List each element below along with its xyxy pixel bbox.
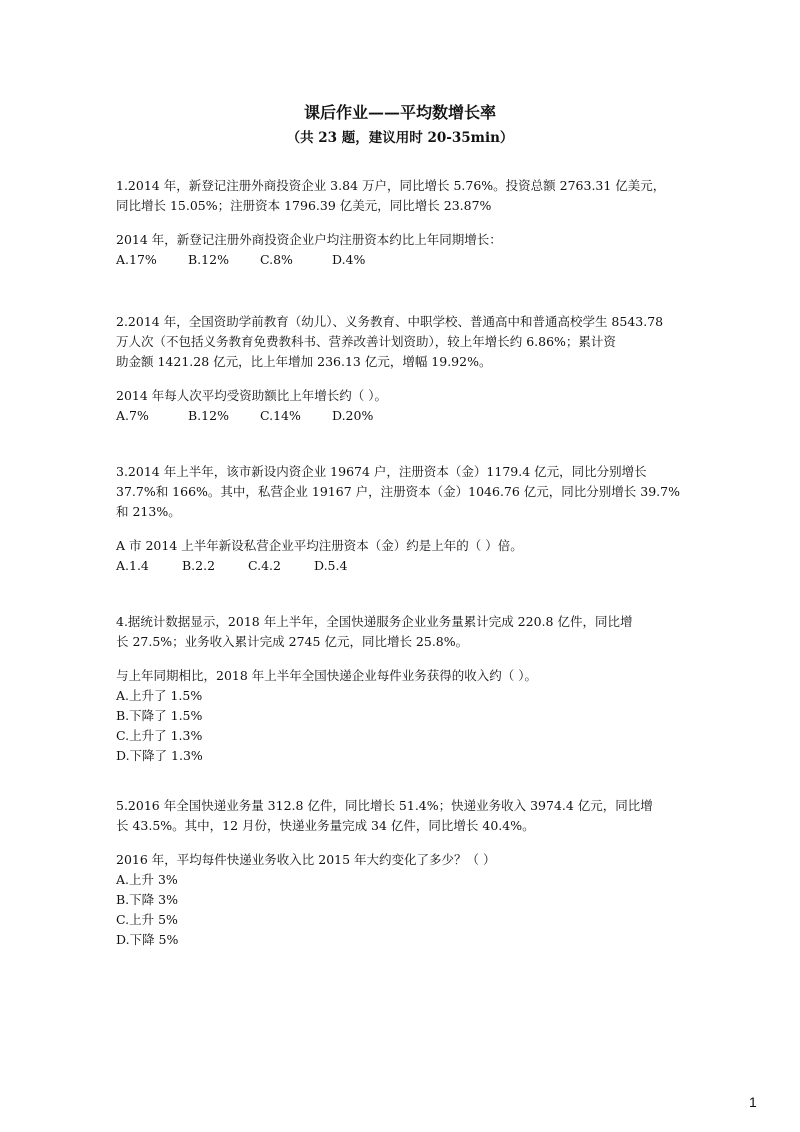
option-a: A.上升 3% [116, 872, 178, 887]
question-stem [116, 176, 716, 216]
stem-line: 5.2016 年全国快递业务量 312.8 亿件，同比增长 51.4%；快递业务收入 3974.4 亿元，同比增 [116, 798, 653, 813]
option-c: C.8% [260, 252, 293, 267]
option-d: D.5.4 [314, 558, 348, 573]
option-b: B.12% [188, 408, 229, 423]
page-subtitle: （共 23 题，建议用时 20-35min） [286, 130, 514, 146]
stem-line: 4.据统计数据显示，2018 年上半年，全国快递服务企业业务量累计完成 220.8 亿件，同比增 [116, 614, 633, 629]
answer-options [116, 250, 716, 270]
option-a: A.17% [116, 252, 157, 267]
prompt-text: 2014 年，新登记注册外商投资企业户均注册资本约比上年同期增长： [116, 232, 502, 247]
prompt-text: 2016 年，平均每件快递业务收入比 2015 年大约变化了多少？（ ） [116, 852, 496, 867]
question-stem [116, 612, 716, 652]
option-d: D.20% [332, 408, 374, 423]
question-4 [116, 612, 716, 766]
option-a: A.1.4 [116, 558, 149, 573]
option-c: C.4.2 [248, 558, 281, 573]
option-b: B.2.2 [182, 558, 216, 573]
answer-options [116, 870, 716, 950]
option-c: C.上升了 1.3% [116, 728, 203, 743]
option-c: C.14% [260, 408, 301, 423]
question-2 [116, 312, 716, 426]
question-stem [116, 462, 716, 522]
prompt-text: 与上年同期相比，2018 年上半年全国快递企业每件业务获得的收入约（ ）。 [116, 668, 538, 683]
question-stem [116, 796, 716, 836]
option-d: D.下降 5% [116, 932, 179, 947]
option-d: D.4% [332, 252, 366, 267]
stem-line: 1.2014 年，新登记注册外商投资企业 3.84 万户，同比增长 5.76%。投资总额 2763.31 亿美元， [116, 178, 666, 193]
option-a: A.上升了 1.5% [116, 688, 203, 703]
question-5 [116, 796, 716, 950]
question-stem [116, 312, 716, 372]
page-number: 1 [749, 1094, 757, 1110]
prompt-text: 2014 年每人次平均受资助额比上年增长约（ ）。 [116, 388, 388, 403]
page-title: 课后作业——平均数增长率 [303, 103, 496, 122]
stem-line: 长 43.5%。其中，12 月份，快递业务量完成 34 亿件，同比增长 40.4%。 [116, 818, 535, 833]
answer-options [116, 686, 716, 766]
answer-options [116, 556, 716, 576]
question-prompt [116, 850, 716, 950]
stem-line: 和 213%。 [116, 504, 181, 519]
stem-line: 3.2014 年上半年，该市新设内资企业 19674 户，注册资本（金）1179.4 亿元，同比分别增长 [116, 464, 647, 479]
question-3 [116, 462, 716, 576]
stem-line: 2.2014 年，全国资助学前教育（幼儿）、义务教育、中职学校、普通高中和普通高校学生 8543.78 [116, 314, 664, 329]
option-a: A.7% [116, 408, 149, 423]
stem-line: 助金额 1421.28 亿元，比上年增加 236.13 亿元，增幅 19.92%。 [116, 354, 492, 369]
stem-line: 37.7%和 166%。其中，私营企业 19167 户，注册资本（金）1046.76 亿元，同比分别增长 39.7% [116, 484, 680, 499]
option-b: B.12% [188, 252, 229, 267]
question-prompt [116, 230, 716, 270]
answer-options [116, 406, 716, 426]
stem-line: 长 27.5%；业务收入累计完成 2745 亿元，同比增长 25.8%。 [116, 634, 469, 649]
stem-line: 万人次（不包括义务教育免费教科书、营养改善计划资助），较上年增长约 6.86%；累计资 [116, 334, 616, 349]
prompt-text: A 市 2014 上半年新设私营企业平均注册资本（金）约是上年的（ ）倍。 [116, 538, 523, 553]
option-b: B.下降了 1.5% [116, 708, 203, 723]
question-prompt [116, 386, 716, 426]
question-prompt [116, 536, 716, 576]
question-1 [116, 176, 716, 270]
option-c: C.上升 5% [116, 912, 178, 927]
option-b: B.下降 3% [116, 892, 178, 907]
question-prompt [116, 666, 716, 766]
stem-line: 同比增长 15.05%；注册资本 1796.39 亿美元，同比增长 23.87% [116, 198, 492, 213]
option-d: D.下降了 1.3% [116, 748, 203, 763]
